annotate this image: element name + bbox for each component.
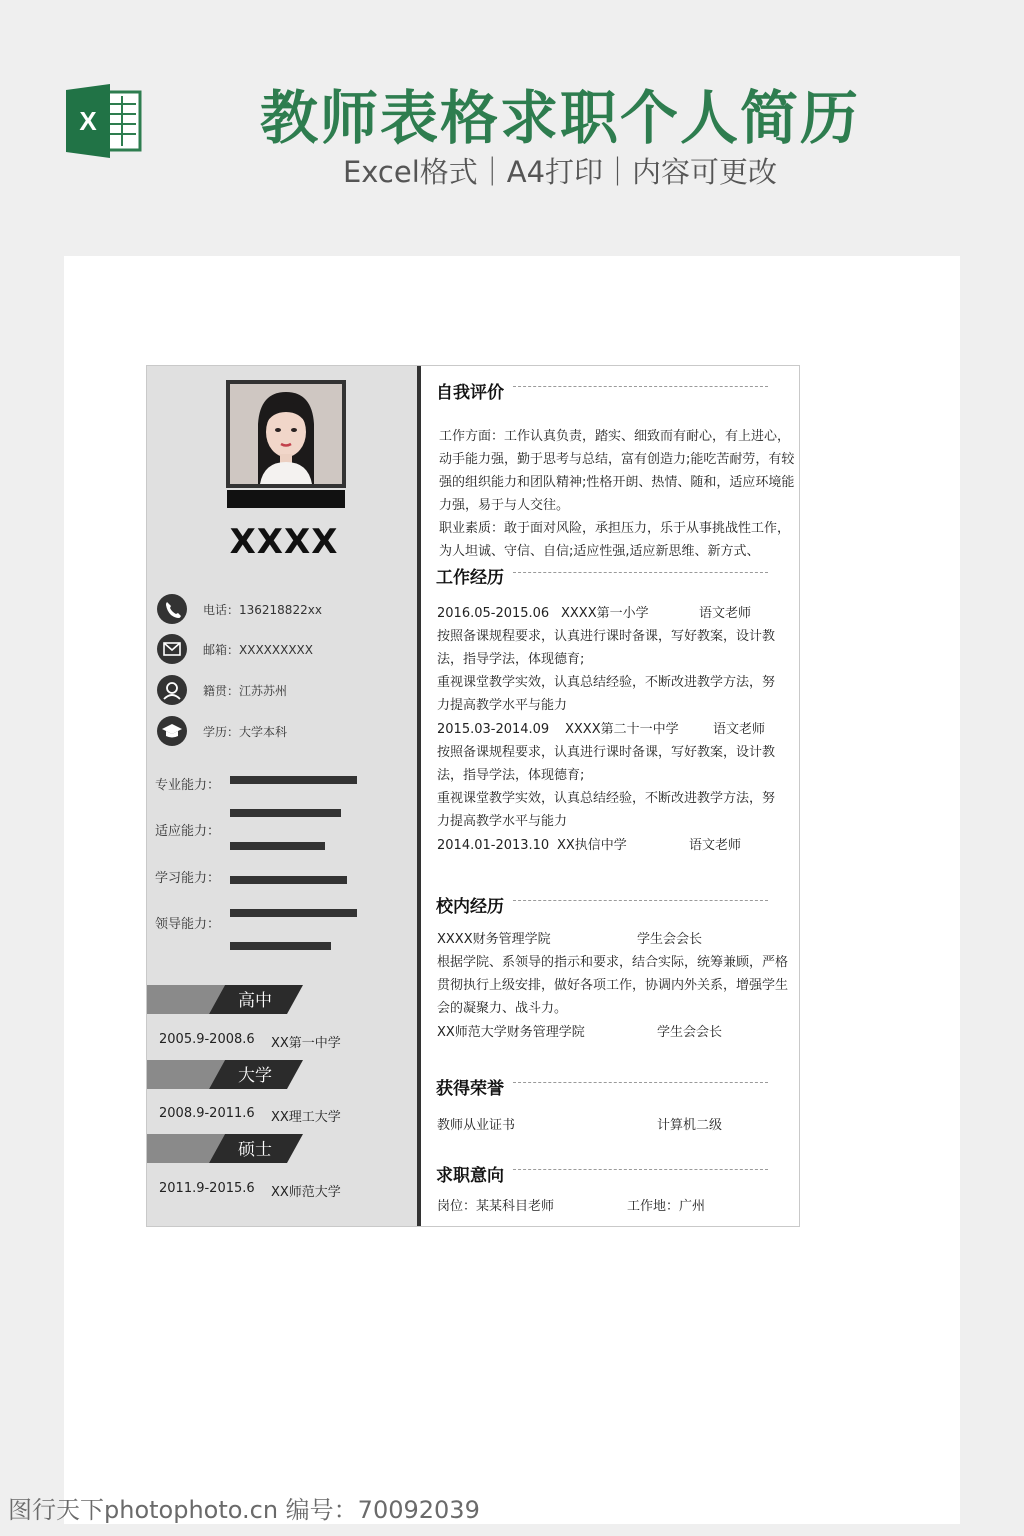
excel-logo-letter: X [79, 106, 97, 136]
edu-stage-highschool: 高中 [238, 991, 272, 1011]
job-school: XX执信中学 [557, 838, 627, 853]
edu-tab-master [147, 1134, 307, 1163]
mail-icon [157, 634, 187, 664]
honor-item: 计算机二级 [657, 1118, 723, 1133]
section-title-self-eval: 自我评价 [436, 383, 504, 403]
skill-bar-professional [230, 776, 357, 784]
page-subtitle: Excel格式｜A4打印｜内容可更改 [342, 155, 778, 189]
edu-school: XX第一中学 [271, 1036, 341, 1051]
campus-role: 学生会会长 [657, 1025, 723, 1040]
honor-item: 教师从业证书 [437, 1118, 516, 1133]
contact-mail [157, 634, 407, 664]
skill-bar-learning [230, 876, 347, 884]
job-role: 语文老师 [713, 722, 766, 737]
campus-desc: 根据学院、系领导的指示和要求，结合实际，统筹兼顾，严格贯彻执行上级安排，做好各项工作，协调内外关系，增强学生会的凝聚力、战斗力。 [437, 955, 789, 1016]
campus-role: 学生会会长 [637, 932, 703, 947]
job-role: 语文老师 [699, 606, 752, 621]
resume-content [421, 366, 799, 1226]
edu-row-university [159, 1106, 341, 1125]
job-desc: 重视课堂教学实效，认真总结经验，不断改进教学方法，努力提高教学水平与能力 [437, 675, 776, 713]
edu-school: XX理工大学 [271, 1110, 341, 1125]
photo-frame [226, 380, 346, 488]
job-period: 2015.03-2014.09 [437, 722, 550, 737]
job-desc: 按照备课规程要求，认真进行课时备课，写好教案，设计教法，指导学法，体现德育; [437, 629, 776, 667]
edu-school: XX师范大学 [271, 1185, 341, 1200]
skill-label-learning: 学习能力： [155, 871, 221, 886]
section-divider-line [513, 1082, 768, 1083]
contact-phone-text: 电话：136218822xx [203, 603, 322, 617]
intent-position: 岗位：某某科目老师 [437, 1199, 555, 1214]
edu-period: 2008.9-2011.6 [159, 1106, 255, 1121]
graduation-cap-icon [157, 716, 187, 746]
resume-sidebar [147, 366, 417, 1226]
edu-row-highschool [159, 1032, 341, 1051]
contact-hometown-text: 籍贯：江苏苏州 [203, 684, 288, 698]
self-eval-work: 工作方面：工作认真负责，踏实、细致而有耐心，有上进心，动手能力强，勤于思考与总结，富有创造力;能吃苦耐劳，有较强的组织能力和团队精神;性格开朗、热情、随和，适应环境能力强，易于与人交往。 [439, 429, 795, 513]
photo-stand [227, 490, 345, 508]
job-role: 语文老师 [689, 838, 742, 853]
intent-location: 工作地：广州 [627, 1199, 706, 1214]
job-desc: 按照备课规程要求，认真进行课时备课，写好教案，设计教法，指导学法，体现德育; [437, 745, 776, 783]
skill-bar-leadership [230, 909, 357, 917]
contact-hometown [157, 675, 407, 705]
skill-bar-adaptability-2 [230, 842, 325, 850]
section-divider-line [513, 572, 768, 573]
skill-label-adaptability: 适应能力： [155, 824, 221, 839]
edu-period: 2011.9-2015.6 [159, 1181, 255, 1196]
edu-tab-highschool [147, 985, 307, 1014]
banner [0, 0, 1024, 240]
section-title-work: 工作经历 [436, 568, 504, 588]
section-divider-line [513, 1169, 768, 1170]
section-title-honors: 获得荣誉 [436, 1079, 504, 1099]
job-period: 2014.01-2013.10 [437, 838, 550, 853]
profile-photo [230, 384, 342, 484]
phone-icon [157, 594, 187, 624]
contact-degree-text: 学历：大学本科 [203, 725, 288, 739]
job-period: 2016.05-2015.06 [437, 606, 550, 621]
watermark-text: 图行天下photophoto.cn 编号：70092039 [8, 1496, 480, 1524]
skill-bar-adaptability [230, 809, 341, 817]
edu-tab-university [147, 1060, 307, 1089]
resume-card [146, 365, 800, 1227]
edu-row-master [159, 1181, 341, 1200]
edu-stage-master: 硕士 [238, 1140, 272, 1160]
section-divider-line [513, 900, 768, 901]
job-desc: 重视课堂教学实效，认真总结经验，不断改进教学方法，努力提高教学水平与能力 [437, 791, 776, 829]
job-school: XXXX第二十一中学 [565, 722, 679, 737]
skill-label-leadership: 领导能力： [155, 917, 221, 932]
profile-name: XXXX [229, 522, 339, 562]
edu-stage-university: 大学 [238, 1066, 272, 1086]
page-title: 教师表格求职个人简历 [259, 84, 860, 152]
self-eval-quality: 职业素质：敢于面对风险，承担压力，乐于从事挑战性工作，为人坦诚、守信、自信;适应性强,适应新思维、新方式、 [439, 521, 791, 558]
self-eval-text [439, 425, 797, 558]
edu-period: 2005.9-2008.6 [159, 1032, 255, 1047]
campus-org: XX师范大学财务管理学院 [437, 1025, 585, 1040]
section-title-intent: 求职意向 [436, 1166, 504, 1186]
excel-icon [66, 84, 146, 158]
campus-org: XXXX财务管理学院 [437, 932, 551, 947]
person-icon [157, 675, 187, 705]
skill-bar-leadership-2 [230, 942, 331, 950]
job-school: XXXX第一小学 [561, 606, 649, 621]
contact-phone [157, 594, 407, 624]
section-title-campus: 校内经历 [436, 897, 504, 917]
contact-degree [157, 716, 407, 746]
contact-mail-text: 邮箱：XXXXXXXXX [203, 643, 313, 657]
skill-label-professional: 专业能力： [155, 778, 221, 793]
section-divider-line [513, 386, 768, 387]
